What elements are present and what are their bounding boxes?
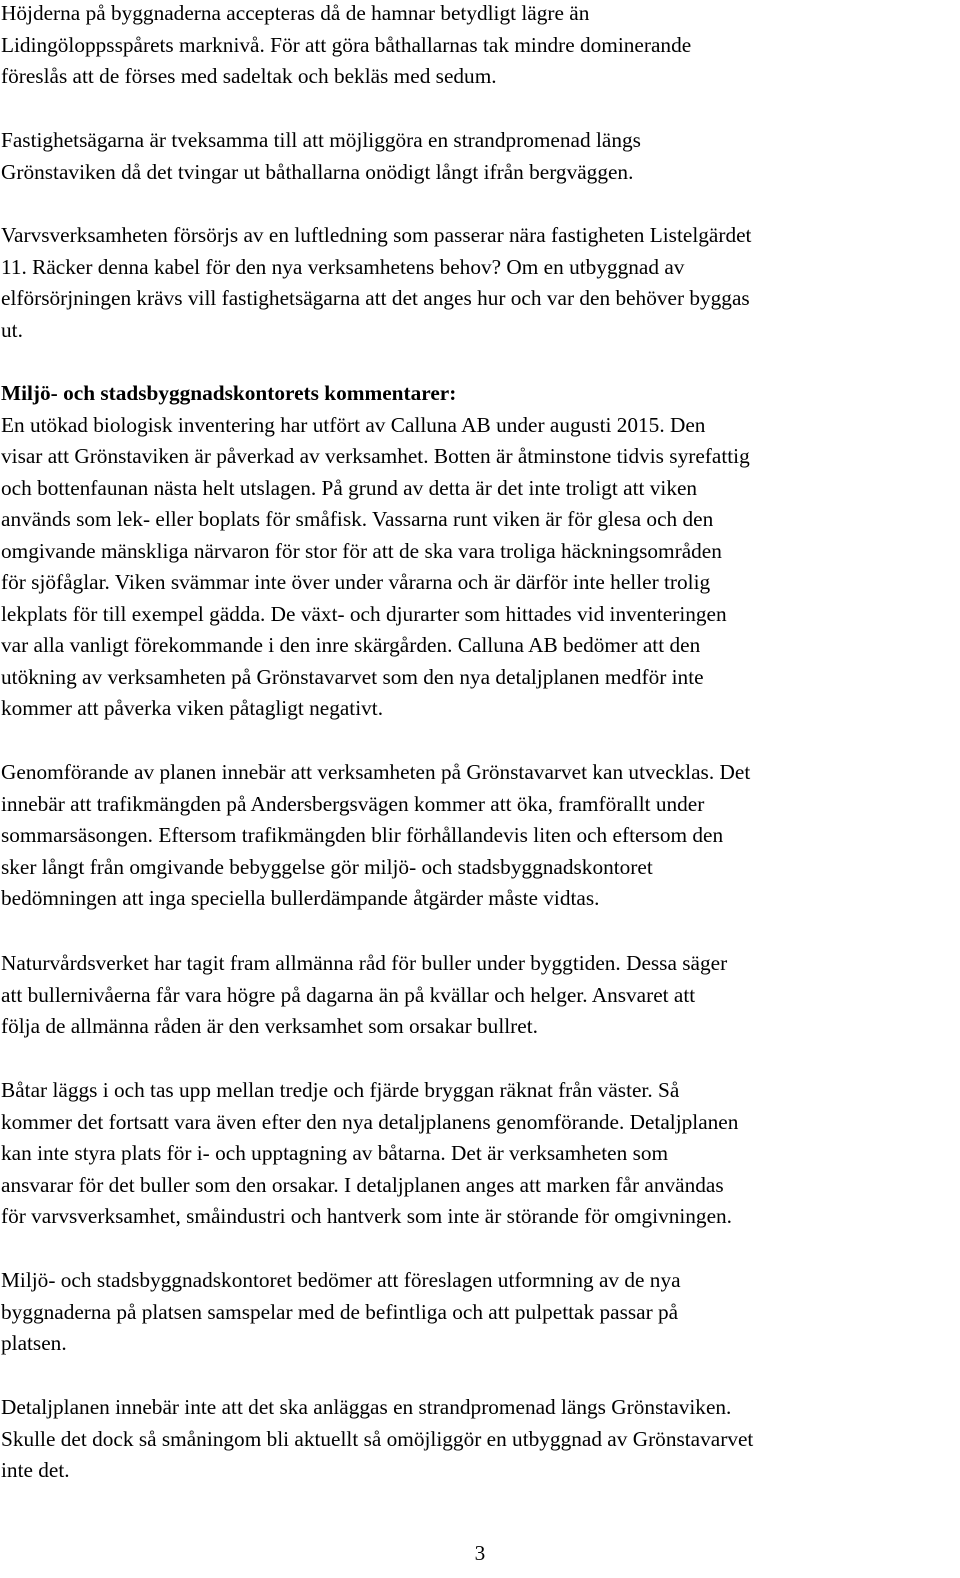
paragraph-building-heights <box>1 0 956 93</box>
paragraph-strandpromenad-concern <box>1 125 956 188</box>
text-line: ansvarar för det buller som den orsakar. I detaljplanen anges att marken får användas <box>1 1172 724 1197</box>
text-line: 11. Räcker denna kabel för den nya verksamhetens behov? Om en utbyggnad av <box>1 254 685 279</box>
paragraph-boat-launching <box>1 1075 956 1233</box>
text-line: innebär att trafikmängden på Andersbergsvägen kommer att öka, framförallt under <box>1 791 705 816</box>
text-line: och bottenfaunan nästa helt utslagen. På grund av detta är det inte troligt att viken <box>1 475 698 500</box>
page-number: 3 <box>474 1541 486 1565</box>
text-line: kommer det fortsatt vara även efter den nya detaljplanens genomförande. Detaljplanen <box>1 1109 739 1134</box>
text-line: En utökad biologisk inventering har utfört av Calluna AB under augusti 2015. Den <box>1 412 706 437</box>
text-line: Båtar läggs i och tas upp mellan tredje och fjärde bryggan räknat från väster. Så <box>1 1078 680 1102</box>
text-line: visar att Grönstaviken är påverkad av verksamhet. Botten är åtminstone tidvis syrefattig <box>1 444 750 468</box>
text-line: Naturvårdsverket har tagit fram allmänna råd för buller under byggtiden. Dessa säger <box>1 951 728 975</box>
text-line: platsen. <box>1 1331 67 1355</box>
text-line: utökning av verksamheten på Grönstavarvet som den nya detaljplanen medför inte <box>1 664 704 689</box>
section-heading: Miljö- och stadsbyggnadskontorets kommentarer: <box>1 381 457 405</box>
text-line: Lidingöloppsspårets marknivå. För att göra båthallarnas tak mindre dominerande <box>1 32 692 57</box>
text-line: Skulle det dock så småningom bli aktuellt så omöjliggör en utbyggnad av Grönstavarvet <box>1 1426 754 1451</box>
text-line: används som lek- eller boplats för småfisk. Vassarna runt viken är för glesa och den <box>1 507 714 531</box>
text-line: var alla vanligt förekommande i den inre skärgården. Calluna AB bedömer att den <box>1 633 701 657</box>
text-line: elförsörjningen krävs vill fastighetsägarna att det anges hur och var den behöver byggas <box>1 286 750 310</box>
text-line: föreslås att de förses med sadeltak och bekläs med sedum. <box>1 64 497 88</box>
text-line: följa de allmänna råden är den verksamhet som orsakar bullret. <box>1 1014 538 1038</box>
text-line: Grönstaviken då det tvingar ut båthallarna onödigt långt ifrån bergväggen. <box>1 159 634 184</box>
paragraph-strandpromenad-answer <box>1 1392 956 1487</box>
text-line: sommarsäsongen. Eftersom trafikmängden blir förhållandevis liten och eftersom den <box>1 823 724 847</box>
text-line: ut. <box>1 317 23 342</box>
paragraph-office-comments <box>1 378 956 725</box>
text-line: bedömningen att inga speciella bullerdämpande åtgärder måste vidtas. <box>1 886 600 910</box>
text-line: sker långt från omgivande bebyggelse gör miljö- och stadsbyggnadskontoret <box>1 854 653 879</box>
text-line: omgivande mänskliga närvaron för stor för att de ska vara troliga häckningsområden <box>1 538 722 563</box>
text-line: kommer att påverka viken påtagligt negativt. <box>1 696 384 720</box>
paragraph-building-design <box>1 1265 956 1360</box>
text-line: byggnaderna på platsen samspelar med de befintliga och att pulpettak passar på <box>1 1299 679 1324</box>
paragraph-power-supply <box>1 220 956 346</box>
paragraph-traffic <box>1 757 956 915</box>
paragraph-construction-noise <box>1 948 956 1043</box>
text-line: lekplats för till exempel gädda. De växt- och djurarter som hittades vid inventeringen <box>1 601 727 626</box>
text-line: kan inte styra plats för i- och upptagning av båtarna. Det är verksamheten som <box>1 1141 669 1165</box>
text-line: att bullernivåerna får vara högre på dagarna än på kvällar och helger. Ansvaret att <box>1 982 696 1007</box>
text-line: Genomförande av planen innebär att verksamheten på Grönstavarvet kan utvecklas. Det <box>1 760 751 784</box>
text-line: Miljö- och stadsbyggnadskontoret bedömer att föreslagen utformning av de nya <box>1 1268 681 1292</box>
text-line: inte det. <box>1 1458 70 1482</box>
text-line: Fastighetsägarna är tveksamma till att möjliggöra en strandpromenad längs <box>1 128 641 152</box>
text-line: för varvsverksamhet, småindustri och hantverk som inte är störande för omgivningen. <box>1 1204 733 1228</box>
text-line: för sjöfåglar. Viken svämmar inte över under vårarna och är därför inte heller trolig <box>1 570 711 594</box>
text-line: Detaljplanen innebär inte att det ska anläggas en strandpromenad längs Grönstaviken. <box>1 1395 732 1419</box>
text-line: Höjderna på byggnaderna accepteras då de hamnar betydligt lägre än <box>1 1 590 25</box>
text-line: Varvsverksamheten försörjs av en luftledning som passerar nära fastigheten Listelgärdet <box>1 223 752 247</box>
